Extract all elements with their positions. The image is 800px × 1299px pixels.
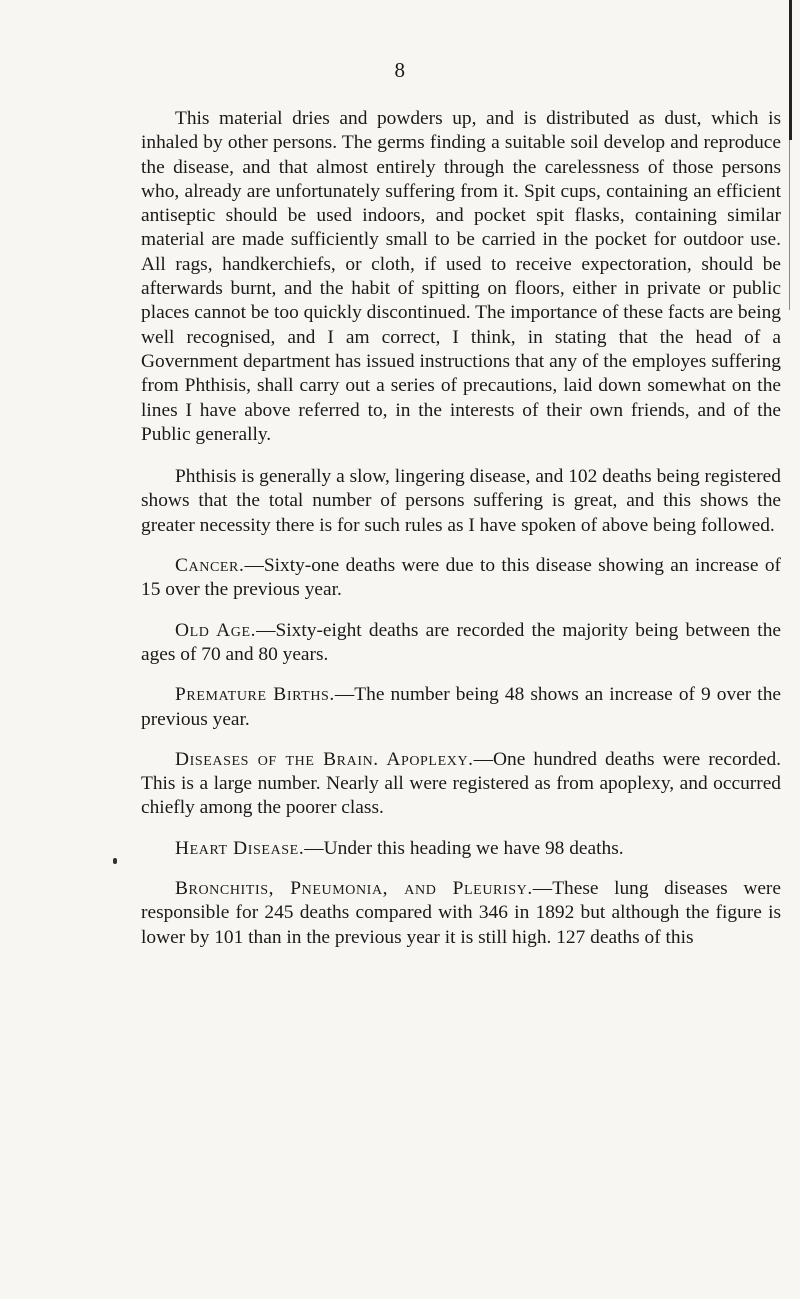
paragraph-lung-diseases	[141, 877, 781, 950]
paragraph-heart-disease	[141, 837, 781, 861]
paragraph-text: —One hundred deaths were recorded. This is a large number. Nearly all were registered as from apoplexy, and occurred chiefly among the poorer class.	[141, 748, 781, 819]
section-heading: Old Age.	[175, 619, 257, 641]
section-heading: Cancer.	[175, 555, 245, 577]
paragraph-text: Phthisis is generally a slow, lingering disease, and 102 deaths being registered shows that the total number of persons suffering is great, and this shows the greater necessity there is for such rules as I have spoken of above being followed.	[141, 466, 781, 536]
section-heading: Diseases of the Brain. Apoplexy.	[175, 748, 474, 770]
paragraph-old-age	[141, 619, 781, 668]
paragraph-text: —These lung diseases were responsible for 245 deaths compared with 346 in 1892 but although the figure is lower by 101 than in the previous year it is still high. 127 deaths of this	[141, 878, 781, 948]
paragraph-cancer	[141, 554, 781, 603]
paragraph-brain-diseases	[141, 748, 781, 821]
paragraph-text: —Under this heading we have 98 deaths.	[304, 837, 624, 859]
ink-speck	[113, 858, 117, 864]
paragraph-phthisis	[141, 465, 781, 538]
paragraph-dust-transmission	[141, 107, 781, 447]
paragraph-text: —The number being 48 shows an increase of 9 over the previous year.	[141, 684, 782, 730]
paragraph-text: This material dries and powders up, and is distributed as dust, which is inhaled by other persons. The germs finding a suitable soil develop and reproduce the disease, and that almost entirely through the carelessness of those persons who, already are unfortunately suffering from it. Spit cups, containing an efficient antiseptic should be used indoors, and pocket spit flasks, containing similar material are made sufficiently small to be carried in the pocket for outdoor use. All rags, handkerchiefs, or cloth, if used to receive expectoration, should be afterwards burnt, and the habit of spitting on floors, either in private or public places cannot be too quickly discontinued. The importance of these facts are being well recognised, and I am correct, I think, in stating that the head of a Government department has issued instructions that any of the employes suffering from Phthisis, shall carry out a series of precautions, laid down somewhat on the lines I have above referred to, in the interests of their own friends, and of the Public generally.	[141, 108, 781, 445]
paragraph-text: —Sixty-eight deaths are recorded the majority being between the ages of 70 and 80 years.	[141, 619, 781, 665]
page-number: 8	[394, 58, 406, 82]
paragraph-text: —Sixty-one deaths were due to this disease showing an increase of 15 over the previous year.	[141, 555, 781, 601]
section-heading: Heart Disease.	[175, 837, 305, 859]
page-edge-line	[789, 140, 790, 310]
section-heading: Premature Births.	[175, 684, 335, 706]
section-heading: Bronchitis, Pneumonia, and Pleurisy.	[175, 878, 533, 900]
page-body	[141, 107, 781, 966]
paragraph-premature-births	[141, 683, 781, 732]
